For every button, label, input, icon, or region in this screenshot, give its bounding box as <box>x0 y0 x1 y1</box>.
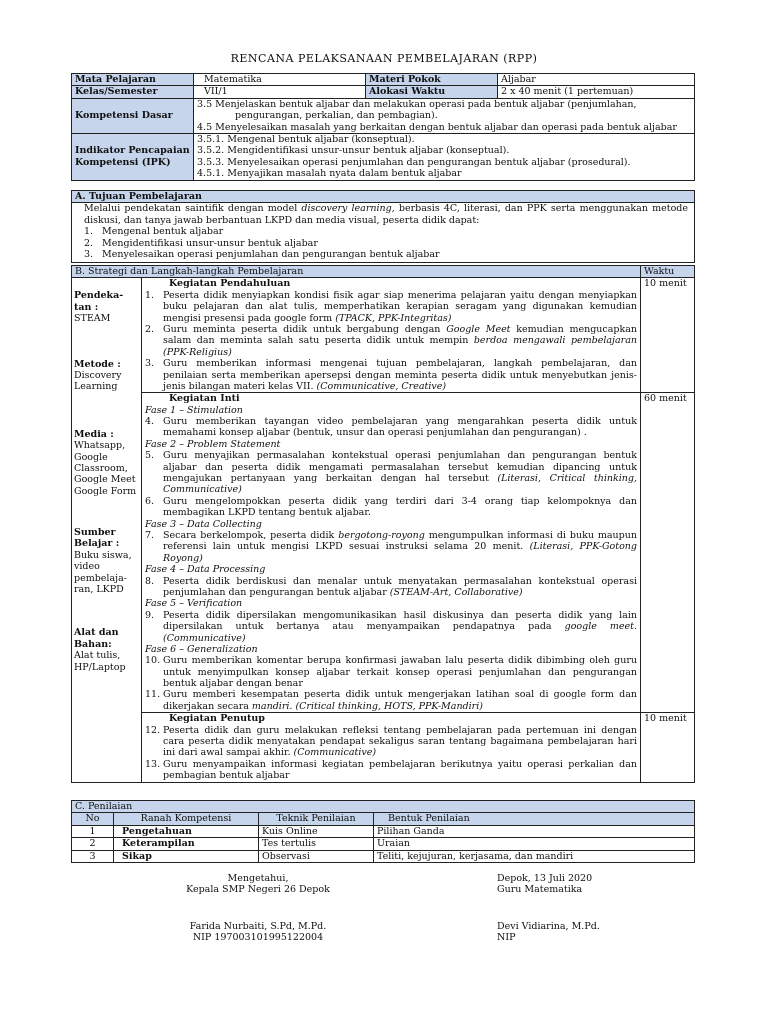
kd-item: pengurangan, perkalian, dan pembagian). <box>235 110 438 122</box>
pendekatan-value: STEAM <box>74 313 111 325</box>
strategi-table <box>71 265 695 783</box>
step-number: 6. <box>145 495 155 507</box>
kd-item: 4.5 Menyelesaikan masalah yang berkaitan dengan bentuk aljabar dan operasi pada bentuk aljabar <box>197 121 677 133</box>
strategi-heading: B. Strategi dan Langkah-langkah Pembelajaran <box>72 266 641 278</box>
step-number: 8. <box>145 575 155 587</box>
step-number: 1. <box>145 289 155 301</box>
fase-label: Fase 5 – Verification <box>145 598 243 610</box>
ipk-item: 4.5.1. Menyajikan masalah nyata dalam bentuk aljabar <box>197 168 462 180</box>
table-row <box>72 850 695 862</box>
fase-label: Fase 1 – Stimulation <box>145 404 243 416</box>
cell: Teliti, kejujuran, kerjasama, dan mandiri <box>374 850 695 862</box>
inti-cell <box>142 393 641 713</box>
item-text: Menyelesaikan operasi penjumlahan dan pengurangan bentuk aljabar <box>102 248 440 260</box>
step-item <box>145 358 637 392</box>
identity-table <box>71 73 695 181</box>
tujuan-intro-rest: , berbasis 4C, literasi, dan PPK serta menggunakan metode diskusi, dan tanya jawab berbantuan LKPD dan media visual, peserta didik dapat: <box>84 203 688 226</box>
item-text: Mengidentifikasi unsur-unsur bentuk aljabar <box>102 237 318 249</box>
sumber-value: Buku siswa, video pembelaja-ran, LKPD <box>74 549 132 596</box>
tujuan-intro <box>84 203 688 226</box>
step-item <box>145 655 637 689</box>
col-header: Ranah Kompetensi <box>114 813 259 825</box>
mapel-value: Matematika <box>194 74 366 86</box>
sig-left-name: Farida Nurbaiti, S.Pd, M.Pd. <box>189 920 327 932</box>
materi-label: Materi Pokok <box>366 74 498 86</box>
penutup-heading: Kegiatan Penutup <box>169 713 265 725</box>
step-body: kemudian mengucapkan salam dan meminta salah satu peserta didik untuk mempin <box>163 323 637 347</box>
alokasi-label: Alokasi Waktu <box>366 86 498 98</box>
pendahuluan-heading: Kegiatan Pendahuluan <box>169 278 291 290</box>
signature-right <box>497 873 657 944</box>
step-body: Secara berkelompok, peserta didik <box>163 529 339 541</box>
step-number: 10. <box>145 655 161 667</box>
step-body: Guru meminta peserta didik untuk bergabung dengan <box>163 323 447 335</box>
col-header: Bentuk Penilaian <box>374 813 695 825</box>
step-body: Peserta didik dipersilakan mengomunikasikan hasil diskusinya dan peserta didik yang lain dipersilakan untuk bertanya atau menyampaikan pendapatnya pada <box>163 609 637 633</box>
kelas-label: Kelas/Semester <box>72 86 194 98</box>
cell: Pengetahuan <box>114 825 259 837</box>
step-tag: bergotong-royong <box>338 529 425 541</box>
tujuan-item <box>84 238 688 249</box>
step-body: Guru menyajikan permasalahan kontekstual operasi penjumlahan dan pengurangan bentuk aljabar dan peserta didik mengamati permasalahan tersebut kemudian dipancing untuk mengajukan pertanyaan yang berkaitan dengan hal tersebut <box>163 450 637 485</box>
step-number: 5. <box>145 450 155 462</box>
fase-label: Fase 6 – Generalization <box>145 643 258 655</box>
tujuan-table <box>71 190 695 263</box>
sig-right-line2: Guru Matematika <box>497 884 583 896</box>
cell: Kuis Online <box>259 825 374 837</box>
sig-right-line1: Depok, 13 Juli 2020 <box>497 873 593 884</box>
step-text <box>163 450 637 496</box>
pendahuluan-cell <box>142 278 641 393</box>
step-body: Guru memberi kesempatan peserta didik untuk mengerjakan latihan soal di google form dan dikerjakan secara <box>163 689 637 712</box>
cell: Pilihan Ganda <box>374 825 695 837</box>
media-value: Whatsapp, Google Classroom, Google Meet Google Form <box>74 440 137 497</box>
alokasi-value: 2 x 40 menit (1 pertemuan) <box>498 86 695 98</box>
penilaian-table <box>71 800 695 863</box>
step-number: 4. <box>145 416 155 428</box>
tujuan-heading: A. Tujuan Pembelajaran <box>72 191 695 203</box>
step-number: 12. <box>145 724 161 736</box>
tujuan-model: discovery learning <box>301 203 392 215</box>
cell: Keterampilan <box>114 838 259 850</box>
sig-right-name: Devi Vidiarina, M.Pd. <box>497 920 600 932</box>
step-tag: (TPACK, PPK-Integritas) <box>335 312 452 324</box>
step-tag: (Communicative, Creative) <box>316 380 447 392</box>
inti-waktu: 60 menit <box>641 393 695 713</box>
step-text <box>163 358 637 392</box>
step-body: Peserta didik menyiapkan kondisi fisik agar siap menerima pelajaran yaitu dengan menyiapkan buku pelajaran dan alat tulis, memperhatikan kerapian seragam yang digunakan kemudian mengisi presensi pada google form <box>163 289 637 324</box>
step-text: Guru mengelompokkan peserta didik yang terdiri dari 3-4 orang tiap kelompoknya dan membagikan LKPD tentang bentuk aljabar. <box>163 495 637 519</box>
tujuan-item <box>84 249 688 260</box>
cell: Observasi <box>259 850 374 862</box>
step-tag: Google Meet <box>446 323 511 335</box>
step-text <box>163 290 637 324</box>
alat-value: Alat tulis, HP/Laptop <box>74 650 126 673</box>
col-header: No <box>72 813 114 825</box>
step-tag: (Literasi, PPK-Gotong Royong) <box>163 541 637 564</box>
step-item <box>145 450 637 496</box>
kd-content <box>194 98 695 133</box>
ipk-label: Indikator Pencapaian Kompetensi (IPK) <box>72 133 194 180</box>
step-item <box>145 496 637 519</box>
col-header: Teknik Penilaian <box>259 813 374 825</box>
step-text <box>163 689 637 712</box>
sumber-label: Sumber Belajar : <box>74 527 120 550</box>
cell: Uraian <box>374 838 695 850</box>
step-text: Guru menyampaikan informasi kegiatan pembelajaran berikutnya yaitu operasi perkalian dan pembagian bentuk aljabar <box>163 758 637 782</box>
alat-label: Alat dan Bahan: <box>74 627 119 650</box>
ipk-item: 3.5.1. Mengenal bentuk aljabar (konseptual). <box>197 133 415 145</box>
penilaian-heading: C. Penilaian <box>72 801 695 813</box>
step-tag: (Literasi, Critical thinking, Communicative) <box>163 473 637 496</box>
step-tag: berdoa mengawali pembelajaran (PPK-Religius) <box>163 335 637 358</box>
penutup-waktu: 10 menit <box>641 713 695 782</box>
media-label: Media : <box>74 428 114 440</box>
item-number: 1. <box>84 226 94 238</box>
item-number: 3. <box>84 248 94 260</box>
step-item <box>145 416 637 439</box>
step-text <box>163 725 637 759</box>
pendahuluan-waktu: 10 menit <box>641 278 695 393</box>
tujuan-item <box>84 226 688 237</box>
item-number: 2. <box>84 237 94 249</box>
step-item <box>145 324 637 358</box>
step-tag: mandiri. (Critical thinking, HOTS, PPK-Mandiri) <box>251 700 483 712</box>
materi-value: Aljabar <box>498 74 695 86</box>
table-row <box>72 825 695 837</box>
step-item <box>145 576 637 599</box>
fase-label: Fase 3 – Data Collecting <box>145 518 262 530</box>
step-body: Peserta didik berdiskusi dan menalar untuk menyatakan permasalahan kontekstual operasi penjumlahan dan pengurangan bentuk aljabar <box>163 575 637 598</box>
step-text <box>163 530 637 564</box>
step-text <box>163 324 637 358</box>
kelas-value: VII/1 <box>194 86 366 98</box>
step-tag: (Communicative) <box>293 747 377 759</box>
cell: Sikap <box>114 850 259 862</box>
cell: 1 <box>72 825 114 837</box>
step-item <box>145 689 637 712</box>
ipk-item: 3.5.2. Mengidentifikasi unsur-unsur bentuk aljabar (konseptual). <box>197 145 510 157</box>
kd-item: 3.5 Menjelaskan bentuk aljabar dan melakukan operasi pada bentuk aljabar (penjumlahan, <box>197 98 637 110</box>
metode-value: Discovery Learning <box>74 369 122 393</box>
sig-right-nip: NIP <box>497 932 516 944</box>
step-item <box>145 530 637 564</box>
step-tag: google meet. (Communicative) <box>163 621 637 644</box>
step-number: 7. <box>145 529 155 541</box>
step-text <box>163 610 637 644</box>
step-body: Peserta didik dan guru melakukan refleksi tentang pembelajaran pada pertemuan ini dengan cara peserta didik menyatakan pendapat sekaligus saran tentang bagaimana pembelajaran hari ini dari awal sampai akhir. <box>163 724 637 759</box>
step-item <box>145 759 637 782</box>
mapel-label: Mata Pelajaran <box>72 74 194 86</box>
tujuan-intro-text: Melalui pendekatan saintifik dengan model <box>84 203 302 215</box>
step-body: Guru memberikan informasi mengenai tujuan pembelajaran, langkah pembelajaran, dan penilaian serta memberikan apersepsi dengan meminta peserta didik untuk menyebutkan jenis-jenis bilangan materi kelas VII. <box>163 358 637 392</box>
strategi-sidebar <box>72 278 142 782</box>
step-number: 3. <box>145 358 155 370</box>
step-number: 9. <box>145 609 155 621</box>
step-item <box>145 725 637 759</box>
step-tag: (STEAM-Art, Collaborative) <box>389 586 523 598</box>
sig-left-nip: NIP 197003101995122004 <box>192 932 324 944</box>
metode-label: Metode : <box>74 358 121 370</box>
kd-label: Kompetensi Dasar <box>72 98 194 133</box>
step-number: 2. <box>145 323 155 335</box>
cell: Tes tertulis <box>259 838 374 850</box>
penutup-cell <box>142 713 641 782</box>
ipk-content <box>194 133 695 180</box>
step-text <box>163 576 637 599</box>
item-text: Mengenal bentuk aljabar <box>102 226 224 238</box>
ipk-item: 3.5.3. Menyelesaikan operasi penjumlahan dan pengurangan bentuk aljabar (prosedural). <box>197 156 631 168</box>
sig-left-line1: Mengetahui, <box>227 873 289 884</box>
cell: 2 <box>72 838 114 850</box>
fase-label: Fase 4 – Data Processing <box>145 564 266 576</box>
step-number: 11. <box>145 689 161 701</box>
tujuan-content <box>72 203 695 263</box>
inti-heading: Kegiatan Inti <box>169 393 240 405</box>
document-title: RENCANA PELAKSANAAN PEMBELAJARAN (RPP) <box>230 52 538 65</box>
step-item <box>145 610 637 644</box>
cell: 3 <box>72 850 114 862</box>
sig-left-line2: Kepala SMP Negeri 26 Depok <box>186 884 330 896</box>
pendekatan-label: Pendeka-tan : <box>74 290 124 313</box>
waktu-heading: Waktu <box>641 266 695 278</box>
step-text: Guru memberikan komentar berupa konfirmasi jawaban lalu peserta didik dibimbing oleh guru untuk menyimpulkan konsep aljabar terkait konsep operasi penjumlahan dan pengurangan bentuk aljabar dengan benar <box>163 655 637 690</box>
step-text: Guru memberikan tayangan video pembelajaran yang mengarahkan peserta didik untuk memahami konsep aljabar (bentuk, unsur dan operasi penjumlahan dan pengurangan) . <box>163 416 637 439</box>
signature-left <box>178 873 338 944</box>
step-item <box>145 290 637 324</box>
table-row <box>72 838 695 850</box>
step-body: mengumpulkan informasi di buku maupun referensi lain untuk mengisi LKPD sesuai instruksi selama 20 menit. <box>163 529 637 553</box>
step-number: 13. <box>145 758 161 770</box>
fase-label: Fase 2 – Problem Statement <box>145 438 281 450</box>
